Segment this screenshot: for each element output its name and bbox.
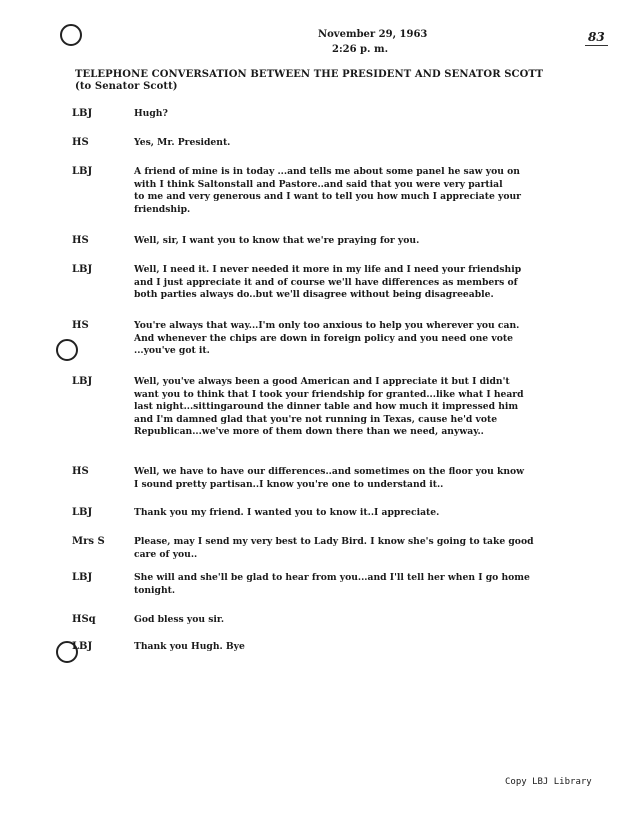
- speech-text: [134, 466, 610, 491]
- speaker-label: LBJ: [72, 108, 93, 119]
- speech-line: Well, we have to have our differences..and sometimes on the floor you know: [134, 466, 525, 477]
- speech-line: tonight.: [134, 584, 176, 596]
- title-line-2: (to Senator Scott): [75, 81, 178, 92]
- speech-text: [134, 641, 610, 654]
- speech-text: [134, 376, 610, 439]
- speech-line: Please, may I send my very best to Lady Bird. I know she's going to take good: [134, 536, 534, 547]
- speaker-label: LBJ: [72, 507, 93, 518]
- speech-text: [134, 572, 610, 597]
- speech-line: You're always that way...I'm only too anxious to help you wherever you can.: [134, 320, 520, 331]
- date-block: [318, 27, 427, 57]
- speaker-label: LBJ: [72, 376, 93, 387]
- speech-line: Republican...we've more of them down there than we need, anyway..: [134, 426, 484, 437]
- speech-text: [134, 536, 610, 561]
- speech-text: [134, 108, 610, 121]
- speech-line: last night...sittingaround the dinner table and how much it impressed him: [134, 401, 519, 412]
- library-copy-stamp: Copy LBJ Library: [505, 777, 592, 787]
- speech-line: and I just appreciate it and of course we'll have differences as members of: [134, 276, 518, 288]
- speech-line: friendship.: [134, 203, 191, 215]
- title-line-1: TELEPHONE CONVERSATION BETWEEN THE PRESIDENT AND SENATOR SCOTT: [75, 69, 544, 80]
- speech-line: to me and very generous and I want to tell you how much I appreciate your: [134, 191, 521, 202]
- speech-line: Yes, Mr. President.: [134, 137, 231, 148]
- speaker-label: LBJ: [72, 264, 93, 275]
- speech-line: both parties always do..but we'll disagree without being disagreeable.: [134, 289, 494, 300]
- speech-text: [134, 166, 610, 216]
- speech-line: and I'm damned glad that you're not running in Texas, cause he'd vote: [134, 413, 498, 425]
- speech-line: care of you..: [134, 548, 198, 560]
- speaker-label: HS: [72, 466, 89, 477]
- speech-line: God bless you sir.: [134, 614, 225, 625]
- speaker-label: LBJ: [72, 641, 93, 652]
- speech-text: [134, 507, 610, 520]
- speech-line: with I think Saltonstall and Pastore..and said that you were very partial: [134, 178, 503, 190]
- document-title: [75, 69, 543, 93]
- speech-line: Well, sir, I want you to know that we're praying for you.: [134, 235, 420, 246]
- speech-line: A friend of mine is in today ...and tells me about some panel he saw you on: [134, 166, 520, 177]
- page-number: 83: [585, 30, 608, 46]
- speech-line: want you to think that I took your friendship for granted...like what I heard: [134, 388, 524, 400]
- punch-hole-middle: [56, 339, 78, 361]
- punch-hole-top: [60, 24, 82, 46]
- speech-line: And whenever the chips are down in foreign policy and you need one vote: [134, 332, 513, 344]
- speech-line: I sound pretty partisan..I know you're one to understand it..: [134, 478, 444, 490]
- speech-line: Thank you my friend. I wanted you to know it..I appreciate.: [134, 507, 440, 518]
- speech-text: [134, 235, 610, 248]
- speech-line: ...you've got it.: [134, 345, 210, 356]
- speech-text: [134, 137, 610, 150]
- speaker-label: LBJ: [72, 166, 93, 177]
- speech-text: [134, 614, 610, 627]
- speech-line: Well, you've always been a good American and I appreciate it but I didn't: [134, 376, 510, 387]
- speaker-label: HS: [72, 235, 89, 246]
- speech-line: Well, I need it. I never needed it more in my life and I need your friendship: [134, 264, 522, 275]
- conversation-time: 2:26 p. m.: [332, 44, 389, 55]
- speaker-label: LBJ: [72, 572, 93, 583]
- speech-line: She will and she'll be glad to hear from you...and I'll tell her when I go home: [134, 572, 530, 583]
- speech-line: Hugh?: [134, 108, 168, 119]
- conversation-date: November 29, 1963: [318, 29, 428, 40]
- speaker-label: HSq: [72, 614, 96, 625]
- speaker-label: Mrs S: [72, 536, 105, 547]
- speech-text: [134, 320, 610, 358]
- speaker-label: HS: [72, 137, 89, 148]
- speech-line: Thank you Hugh. Bye: [134, 641, 245, 652]
- speech-text: [134, 264, 610, 302]
- speaker-label: HS: [72, 320, 89, 331]
